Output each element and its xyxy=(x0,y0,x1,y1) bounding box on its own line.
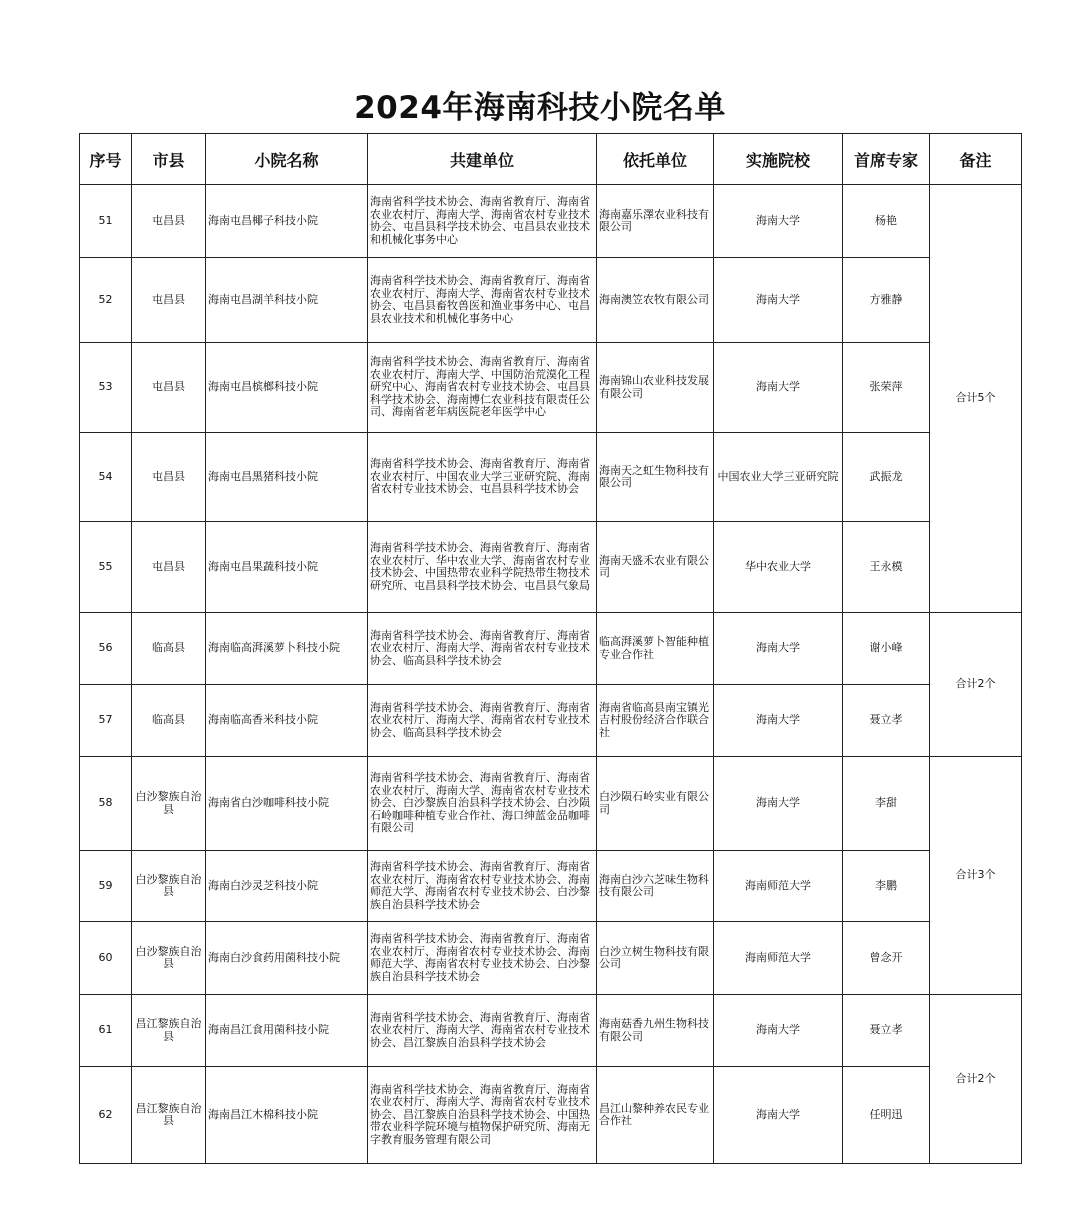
table-row xyxy=(80,258,1022,343)
table-row xyxy=(80,613,1022,685)
row-number: 55 xyxy=(80,522,132,613)
row-number: 53 xyxy=(80,343,132,433)
partners-cell: 海南省科学技术协会、海南省教育厅、海南省农业农村厅、海南大学、海南省农村专业技术协会、屯昌县科学技术协会、屯昌县农业技术和机械化事务中心 xyxy=(368,185,597,258)
row-number: 61 xyxy=(80,995,132,1067)
courtyard-name-cell: 海南屯昌椰子科技小院 xyxy=(206,185,368,258)
school-cell: 海南大学 xyxy=(714,343,843,433)
header-cell: 序号 xyxy=(80,134,132,185)
host-unit-cell: 白沙陨石岭实业有限公司 xyxy=(597,757,714,851)
table-row xyxy=(80,433,1022,522)
county-cell: 屯昌县 xyxy=(132,522,206,613)
courtyard-name-cell: 海南省白沙咖啡科技小院 xyxy=(206,757,368,851)
expert-cell: 聂立孝 xyxy=(843,685,930,757)
expert-cell: 武振龙 xyxy=(843,433,930,522)
partners-cell: 海南省科学技术协会、海南省教育厅、海南省农业农村厅、海南大学、海南省农村专业技术协会、昌江黎族自治县科学技术协会 xyxy=(368,995,597,1067)
partners-cell: 海南省科学技术协会、海南省教育厅、海南省农业农村厅、海南大学、海南省农村专业技术协会、昌江黎族自治县科学技术协会、中国热带农业科学院环境与植物保护研究所、海南无字教育服务管理有限公司 xyxy=(368,1067,597,1164)
expert-cell: 曾念开 xyxy=(843,922,930,995)
courtyard-name-cell: 海南屯昌黑猪科技小院 xyxy=(206,433,368,522)
school-cell: 华中农业大学 xyxy=(714,522,843,613)
partners-cell: 海南省科学技术协会、海南省教育厅、海南省农业农村厅、海南大学、中国防治荒漠化工程研究中心、海南省农村专业技术协会、屯昌县科学技术协会、海南博仁农业科技有限责任公司、海南省老年病医院老年医学中心 xyxy=(368,343,597,433)
county-cell: 屯昌县 xyxy=(132,343,206,433)
school-cell: 中国农业大学三亚研究院 xyxy=(714,433,843,522)
partners-cell: 海南省科学技术协会、海南省教育厅、海南省农业农村厅、海南大学、海南省农村专业技术协会、临高县科学技术协会 xyxy=(368,685,597,757)
expert-cell: 张荣萍 xyxy=(843,343,930,433)
host-unit-cell: 海南澳笠农牧有限公司 xyxy=(597,258,714,343)
host-unit-cell: 昌江山黎种养农民专业合作社 xyxy=(597,1067,714,1164)
row-number: 56 xyxy=(80,613,132,685)
row-number: 62 xyxy=(80,1067,132,1164)
county-cell: 白沙黎族自治县 xyxy=(132,922,206,995)
courtyard-name-cell: 海南白沙灵芝科技小院 xyxy=(206,851,368,922)
county-cell: 临高县 xyxy=(132,685,206,757)
county-cell: 白沙黎族自治县 xyxy=(132,851,206,922)
school-cell: 海南大学 xyxy=(714,258,843,343)
expert-cell: 谢小峰 xyxy=(843,613,930,685)
expert-cell: 王永模 xyxy=(843,522,930,613)
courtyard-name-cell: 海南临高香米科技小院 xyxy=(206,685,368,757)
science-courtyard-table xyxy=(79,133,1022,1164)
host-unit-cell: 海南锦山农业科技发展有限公司 xyxy=(597,343,714,433)
header-cell: 实施院校 xyxy=(714,134,843,185)
row-number: 52 xyxy=(80,258,132,343)
table-row xyxy=(80,995,1022,1067)
host-unit-cell: 海南天盛禾农业有限公司 xyxy=(597,522,714,613)
courtyard-name-cell: 海南临高湃溪萝卜科技小院 xyxy=(206,613,368,685)
school-cell: 海南大学 xyxy=(714,613,843,685)
partners-cell: 海南省科学技术协会、海南省教育厅、海南省农业农村厅、中国农业大学三亚研究院、海南省农村专业技术协会、屯昌县科学技术协会 xyxy=(368,433,597,522)
courtyard-name-cell: 海南屯昌槟榔科技小院 xyxy=(206,343,368,433)
note-cell: 合计2个 xyxy=(930,995,1022,1164)
note-cell: 合计5个 xyxy=(930,185,1022,613)
header-cell: 共建单位 xyxy=(368,134,597,185)
host-unit-cell: 海南菇香九州生物科技有限公司 xyxy=(597,995,714,1067)
table-row xyxy=(80,685,1022,757)
school-cell: 海南大学 xyxy=(714,995,843,1067)
county-cell: 屯昌县 xyxy=(132,433,206,522)
partners-cell: 海南省科学技术协会、海南省教育厅、海南省农业农村厅、海南大学、海南省农村专业技术协会、临高县科学技术协会 xyxy=(368,613,597,685)
partners-cell: 海南省科学技术协会、海南省教育厅、海南省农业农村厅、海南大学、海南省农村专业技术协会、白沙黎族自治县科学技术协会、白沙陨石岭咖啡种植专业合作社、海口绅蓝金品咖啡有限公司 xyxy=(368,757,597,851)
courtyard-name-cell: 海南白沙食药用菌科技小院 xyxy=(206,922,368,995)
page-title: 2024年海南科技小院名单 xyxy=(354,90,726,126)
row-number: 59 xyxy=(80,851,132,922)
header-cell: 依托单位 xyxy=(597,134,714,185)
expert-cell: 杨艳 xyxy=(843,185,930,258)
row-number: 58 xyxy=(80,757,132,851)
host-unit-cell: 海南白沙六芝味生物科技有限公司 xyxy=(597,851,714,922)
county-cell: 昌江黎族自治县 xyxy=(132,1067,206,1164)
courtyard-name-cell: 海南昌江食用菌科技小院 xyxy=(206,995,368,1067)
partners-cell: 海南省科学技术协会、海南省教育厅、海南省农业农村厅、海南省农村专业技术协会、海南师范大学、海南省农村专业技术协会、白沙黎族自治县科学技术协会 xyxy=(368,922,597,995)
county-cell: 昌江黎族自治县 xyxy=(132,995,206,1067)
partners-cell: 海南省科学技术协会、海南省教育厅、海南省农业农村厅、海南大学、海南省农村专业技术协会、屯昌县畜牧兽医和渔业事务中心、屯昌县农业技术和机械化事务中心 xyxy=(368,258,597,343)
header-cell: 小院名称 xyxy=(206,134,368,185)
county-cell: 白沙黎族自治县 xyxy=(132,757,206,851)
expert-cell: 方雅静 xyxy=(843,258,930,343)
school-cell: 海南大学 xyxy=(714,757,843,851)
courtyard-name-cell: 海南屯昌果蔬科技小院 xyxy=(206,522,368,613)
host-unit-cell: 海南省临高县南宝镇光吉村股份经济合作联合社 xyxy=(597,685,714,757)
note-cell: 合计3个 xyxy=(930,757,1022,995)
expert-cell: 任明迅 xyxy=(843,1067,930,1164)
expert-cell: 李甜 xyxy=(843,757,930,851)
table-row xyxy=(80,1067,1022,1164)
host-unit-cell: 临高湃溪萝卜智能种植专业合作社 xyxy=(597,613,714,685)
table-row xyxy=(80,851,1022,922)
table-row xyxy=(80,185,1022,258)
courtyard-name-cell: 海南昌江木棉科技小院 xyxy=(206,1067,368,1164)
table-row xyxy=(80,922,1022,995)
table-row xyxy=(80,757,1022,851)
school-cell: 海南师范大学 xyxy=(714,851,843,922)
host-unit-cell: 海南天之虹生物科技有限公司 xyxy=(597,433,714,522)
host-unit-cell: 白沙立树生物科技有限公司 xyxy=(597,922,714,995)
county-cell: 临高县 xyxy=(132,613,206,685)
table-row xyxy=(80,522,1022,613)
school-cell: 海南大学 xyxy=(714,685,843,757)
note-cell: 合计2个 xyxy=(930,613,1022,757)
expert-cell: 聂立孝 xyxy=(843,995,930,1067)
header-cell: 备注 xyxy=(930,134,1022,185)
school-cell: 海南大学 xyxy=(714,185,843,258)
courtyard-name-cell: 海南屯昌湖羊科技小院 xyxy=(206,258,368,343)
school-cell: 海南师范大学 xyxy=(714,922,843,995)
county-cell: 屯昌县 xyxy=(132,258,206,343)
county-cell: 屯昌县 xyxy=(132,185,206,258)
row-number: 60 xyxy=(80,922,132,995)
row-number: 57 xyxy=(80,685,132,757)
header-cell: 市县 xyxy=(132,134,206,185)
row-number: 54 xyxy=(80,433,132,522)
row-number: 51 xyxy=(80,185,132,258)
expert-cell: 李鹏 xyxy=(843,851,930,922)
school-cell: 海南大学 xyxy=(714,1067,843,1164)
header-cell: 首席专家 xyxy=(843,134,930,185)
table-header-row xyxy=(80,134,1022,185)
table-row xyxy=(80,343,1022,433)
partners-cell: 海南省科学技术协会、海南省教育厅、海南省农业农村厅、华中农业大学、海南省农村专业技术协会、中国热带农业科学院热带生物技术研究所、屯昌县科学技术协会、屯昌县气象局 xyxy=(368,522,597,613)
partners-cell: 海南省科学技术协会、海南省教育厅、海南省农业农村厅、海南省农村专业技术协会、海南师范大学、海南省农村专业技术协会、白沙黎族自治县科学技术协会 xyxy=(368,851,597,922)
host-unit-cell: 海南嘉乐澤农业科技有限公司 xyxy=(597,185,714,258)
